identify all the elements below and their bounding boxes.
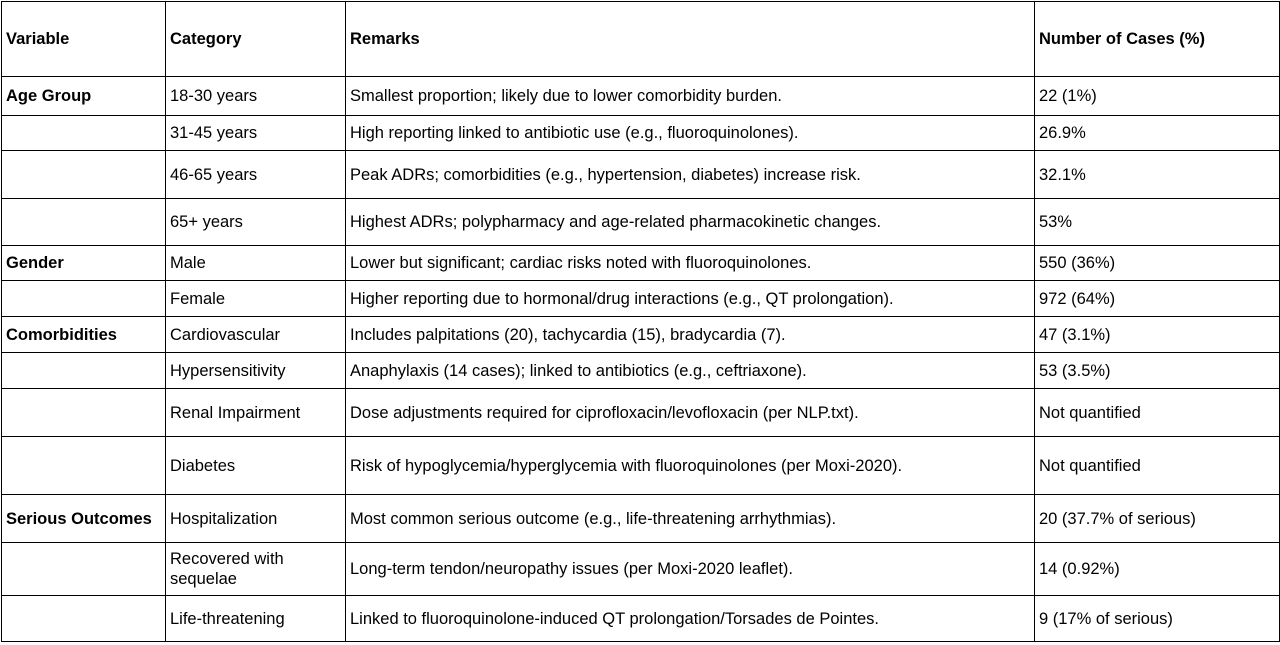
variable-cell xyxy=(2,437,166,495)
remarks-cell: Risk of hypoglycemia/hyperglycemia with fluoroquinolones (per Moxi-2020). xyxy=(346,437,1035,495)
header-cases: Number of Cases (%) xyxy=(1035,2,1280,77)
variable-cell xyxy=(2,151,166,199)
table-row xyxy=(2,353,1280,389)
table-row xyxy=(2,151,1280,199)
remarks-cell: Linked to fluoroquinolone-induced QT prolongation/Torsades de Pointes. xyxy=(346,596,1035,642)
cases-cell: 26.9% xyxy=(1035,116,1280,151)
variable-cell xyxy=(2,116,166,151)
table-row xyxy=(2,596,1280,642)
category-cell: 65+ years xyxy=(166,199,346,246)
variable-cell: Gender xyxy=(2,246,166,281)
cases-cell: Not quantified xyxy=(1035,389,1280,437)
table-row xyxy=(2,389,1280,437)
category-cell: Recovered with sequelae xyxy=(166,543,346,596)
remarks-cell: Includes palpitations (20), tachycardia (15), bradycardia (7). xyxy=(346,317,1035,353)
cases-cell: 9 (17% of serious) xyxy=(1035,596,1280,642)
remarks-cell: Long-term tendon/neuropathy issues (per Moxi-2020 leaflet). xyxy=(346,543,1035,596)
category-cell: Renal Impairment xyxy=(166,389,346,437)
remarks-cell: Anaphylaxis (14 cases); linked to antibiotics (e.g., ceftriaxone). xyxy=(346,353,1035,389)
cases-cell: 22 (1%) xyxy=(1035,77,1280,116)
remarks-cell: Highest ADRs; polypharmacy and age-related pharmacokinetic changes. xyxy=(346,199,1035,246)
category-cell: Life-threatening xyxy=(166,596,346,642)
table-row xyxy=(2,317,1280,353)
variable-cell xyxy=(2,543,166,596)
header-category: Category xyxy=(166,2,346,77)
cases-cell: 47 (3.1%) xyxy=(1035,317,1280,353)
table-row xyxy=(2,199,1280,246)
cases-cell: 972 (64%) xyxy=(1035,281,1280,317)
remarks-cell: High reporting linked to antibiotic use (e.g., fluoroquinolones). xyxy=(346,116,1035,151)
remarks-cell: Dose adjustments required for ciprofloxacin/levofloxacin (per NLP.txt). xyxy=(346,389,1035,437)
cases-cell: 550 (36%) xyxy=(1035,246,1280,281)
cases-cell: 53% xyxy=(1035,199,1280,246)
variable-cell: Age Group xyxy=(2,77,166,116)
variable-cell xyxy=(2,199,166,246)
variable-cell xyxy=(2,353,166,389)
table-row xyxy=(2,543,1280,596)
category-cell: Hospitalization xyxy=(166,495,346,543)
header-variable: Variable xyxy=(2,2,166,77)
header-remarks: Remarks xyxy=(346,2,1035,77)
variable-cell xyxy=(2,281,166,317)
header-row xyxy=(2,2,1280,77)
table-row xyxy=(2,116,1280,151)
table-row xyxy=(2,495,1280,543)
cases-cell: 53 (3.5%) xyxy=(1035,353,1280,389)
remarks-cell: Smallest proportion; likely due to lower comorbidity burden. xyxy=(346,77,1035,116)
cases-cell: Not quantified xyxy=(1035,437,1280,495)
remarks-cell: Lower but significant; cardiac risks noted with fluoroquinolones. xyxy=(346,246,1035,281)
table-row xyxy=(2,246,1280,281)
adr-table xyxy=(1,1,1280,642)
remarks-cell: Higher reporting due to hormonal/drug interactions (e.g., QT prolongation). xyxy=(346,281,1035,317)
table-row xyxy=(2,77,1280,116)
category-cell: Female xyxy=(166,281,346,317)
cases-cell: 14 (0.92%) xyxy=(1035,543,1280,596)
variable-cell xyxy=(2,389,166,437)
category-cell: Male xyxy=(166,246,346,281)
cases-cell: 32.1% xyxy=(1035,151,1280,199)
category-cell: Cardiovascular xyxy=(166,317,346,353)
table-row xyxy=(2,281,1280,317)
variable-cell: Comorbidities xyxy=(2,317,166,353)
cases-cell: 20 (37.7% of serious) xyxy=(1035,495,1280,543)
category-cell: Hypersensitivity xyxy=(166,353,346,389)
category-cell: Diabetes xyxy=(166,437,346,495)
remarks-cell: Peak ADRs; comorbidities (e.g., hypertension, diabetes) increase risk. xyxy=(346,151,1035,199)
variable-cell xyxy=(2,596,166,642)
remarks-cell: Most common serious outcome (e.g., life-threatening arrhythmias). xyxy=(346,495,1035,543)
category-cell: 46-65 years xyxy=(166,151,346,199)
variable-cell: Serious Outcomes xyxy=(2,495,166,543)
category-cell: 31-45 years xyxy=(166,116,346,151)
table-row xyxy=(2,437,1280,495)
category-cell: 18-30 years xyxy=(166,77,346,116)
